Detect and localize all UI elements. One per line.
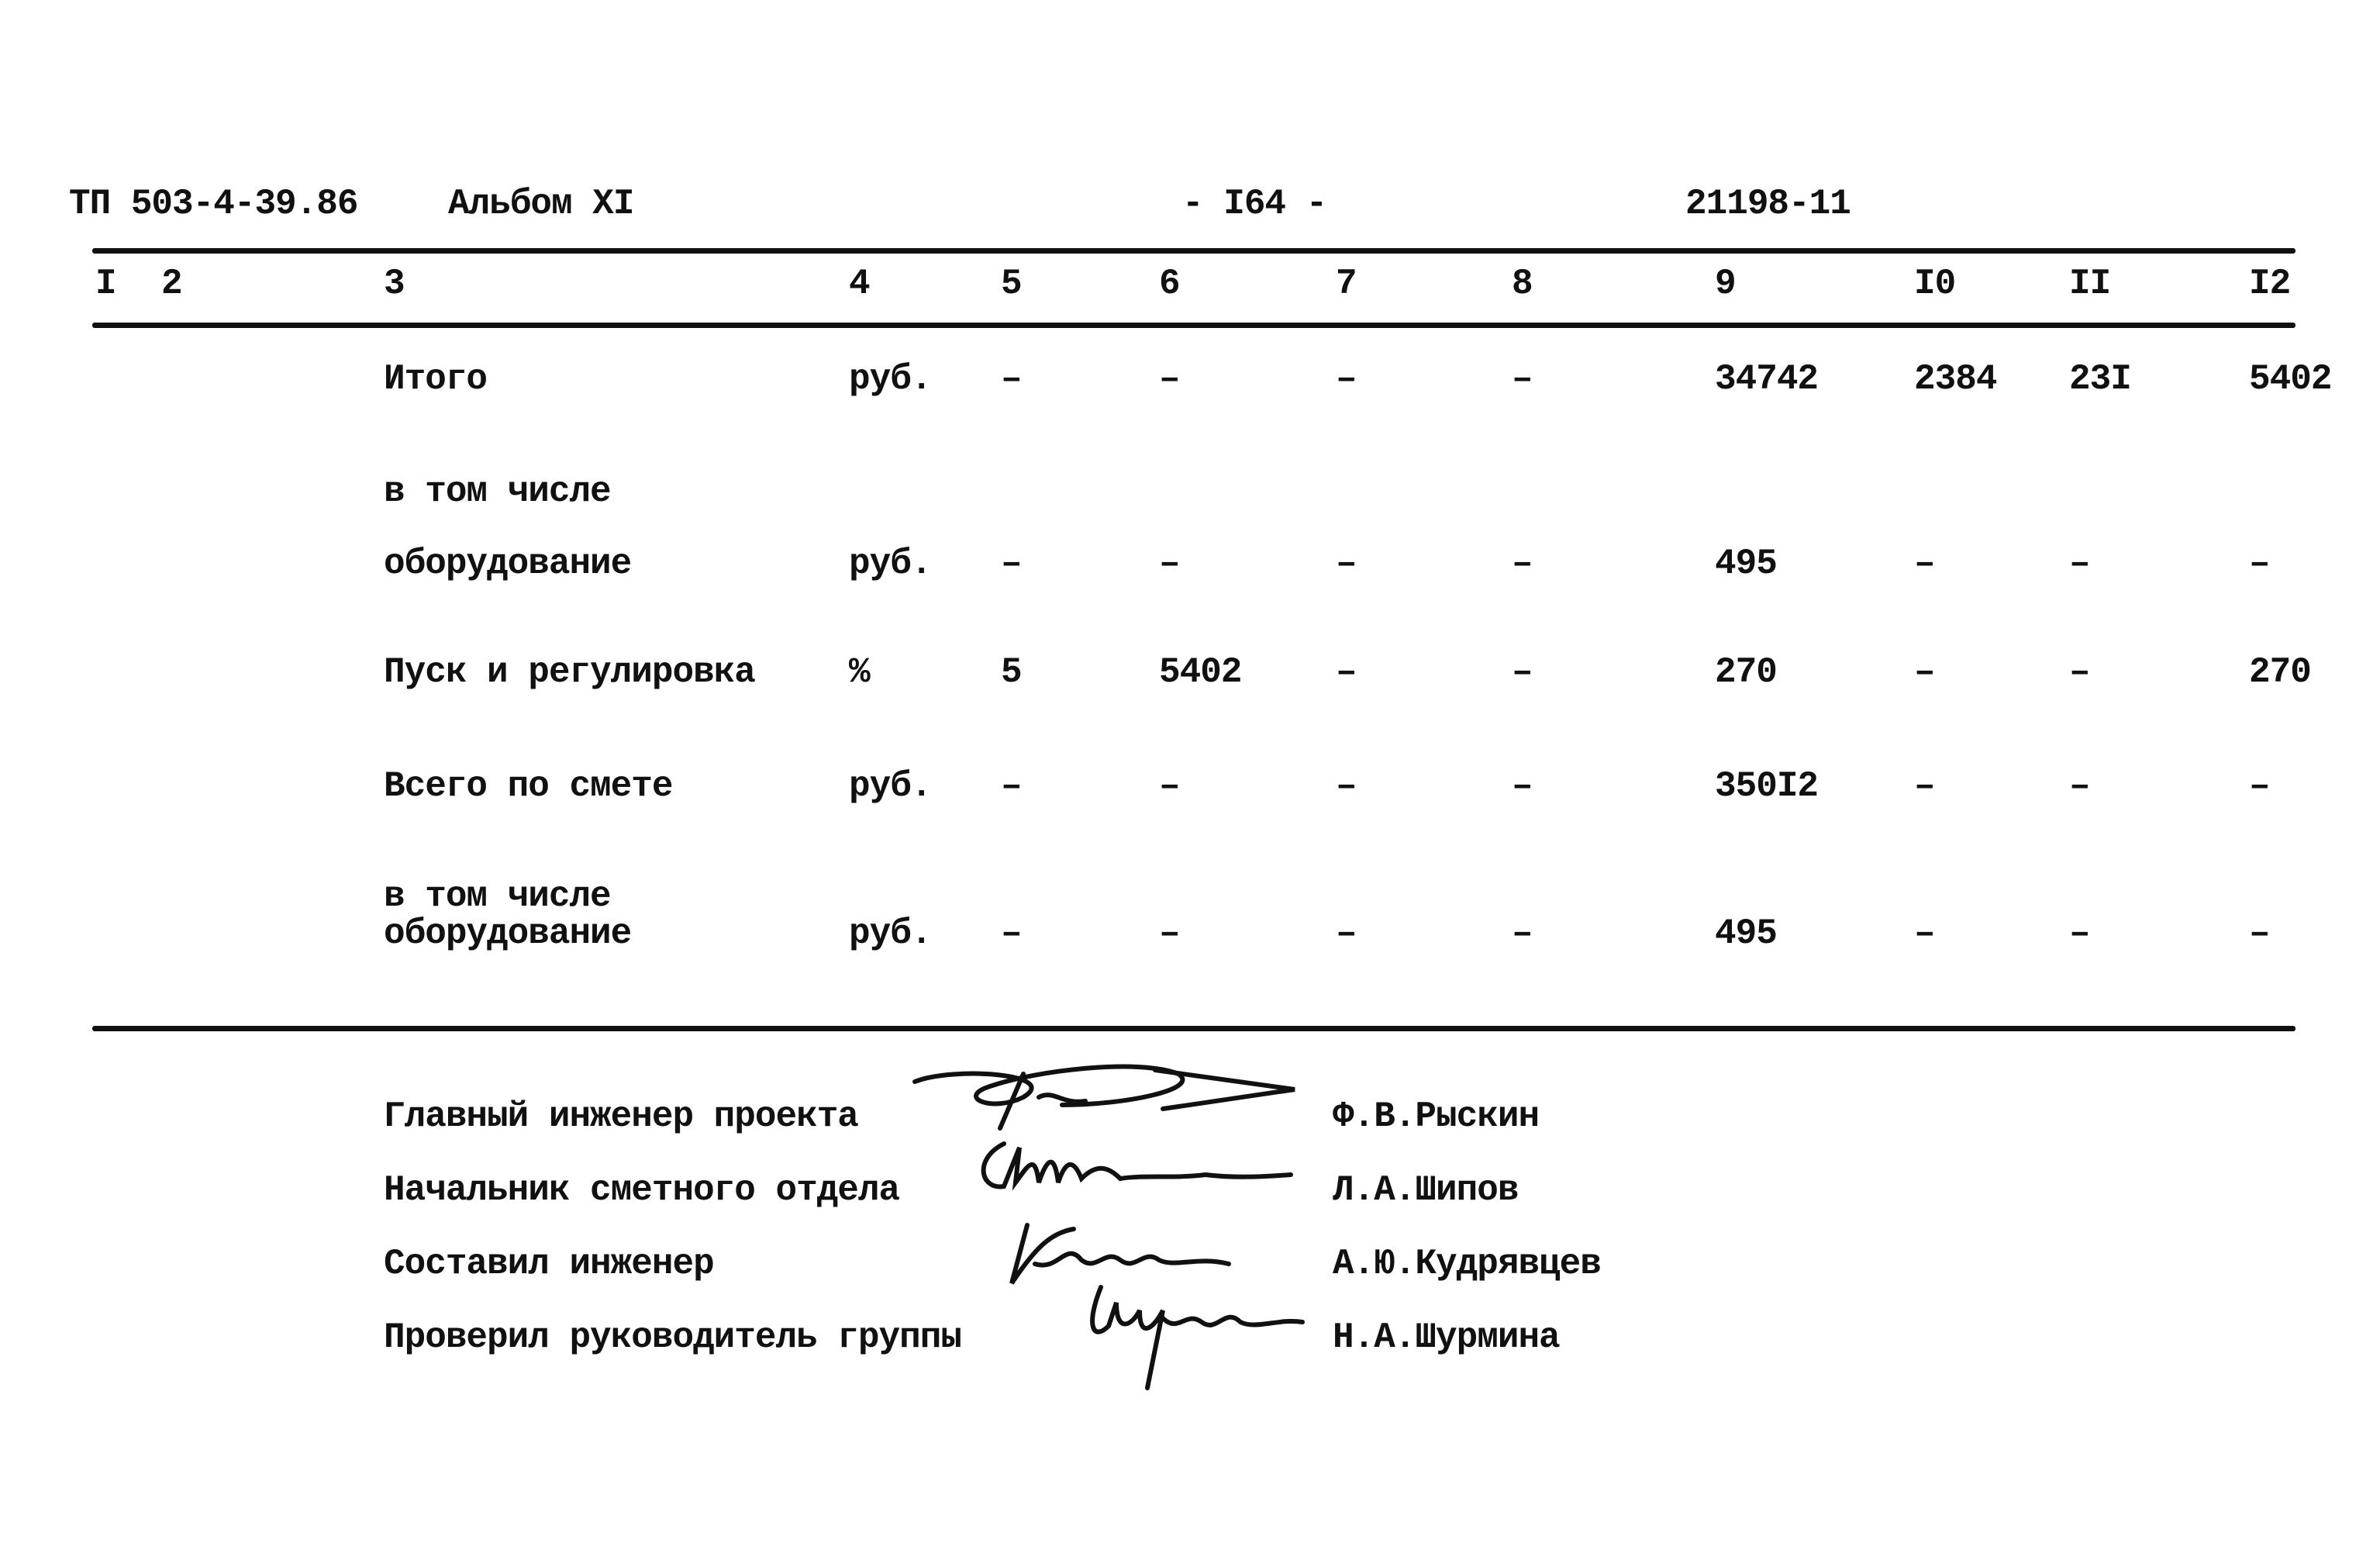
table-cell: – — [2249, 913, 2270, 954]
table-cell: – — [1336, 652, 1357, 692]
row-label: оборудование — [384, 913, 632, 954]
signature-role: Начальник сметного отдела — [384, 1170, 900, 1210]
table-cell: 495 — [1715, 544, 1777, 584]
row-label: Всего по смете — [384, 766, 673, 806]
column-header: 4 — [849, 264, 870, 304]
table-cell: 5 — [1001, 652, 1022, 692]
table-cell: – — [1336, 766, 1357, 806]
table-cell: – — [2069, 913, 2090, 954]
unit-cell: руб. — [849, 766, 932, 806]
column-header: 5 — [1001, 264, 1022, 304]
column-header: 9 — [1715, 264, 1736, 304]
table-cell: 495 — [1715, 913, 1777, 954]
table-cell: 23I — [2069, 359, 2131, 399]
document-code: ТП 503-4-39.86 — [69, 184, 358, 224]
signature-role: Проверил руководитель группы — [384, 1317, 961, 1358]
table-cell: – — [1001, 913, 1022, 954]
column-header: 6 — [1159, 264, 1180, 304]
column-header: 3 — [384, 264, 405, 304]
table-cell: – — [1159, 766, 1180, 806]
signature-role: Главный инженер проекта — [384, 1096, 858, 1137]
column-header: 2 — [161, 264, 182, 304]
album-label: Альбом XI — [448, 184, 634, 224]
table-cell: 5402 — [1159, 652, 1242, 692]
table-cell: 5402 — [2249, 359, 2332, 399]
column-header: II — [2069, 264, 2111, 304]
table-cell: – — [1159, 544, 1180, 584]
table-cell: 34742 — [1715, 359, 1819, 399]
signature-name: Ф.В.Рыскин — [1333, 1096, 1540, 1137]
table-cell: – — [1512, 359, 1533, 399]
page-number: - I64 - — [1182, 184, 1327, 224]
table-cell: – — [1001, 359, 1022, 399]
column-header: I0 — [1914, 264, 1956, 304]
column-header: I — [95, 264, 116, 304]
table-cell: – — [1001, 544, 1022, 584]
table-cell: – — [1336, 544, 1357, 584]
table-cell: – — [1512, 544, 1533, 584]
table-cell: – — [1512, 652, 1533, 692]
table-cell: – — [2069, 766, 2090, 806]
top-rule — [92, 248, 2295, 254]
column-header: 8 — [1512, 264, 1533, 304]
unit-cell: руб. — [849, 544, 932, 584]
table-cell: – — [2249, 544, 2270, 584]
table-cell: – — [1914, 766, 1935, 806]
table-cell: – — [1512, 766, 1533, 806]
row-label: Итого — [384, 359, 488, 399]
bottom-rule — [92, 1026, 2295, 1031]
row-label: оборудование — [384, 544, 632, 584]
table-cell: 350I2 — [1715, 766, 1819, 806]
signature-name: Л.А.Шипов — [1333, 1170, 1519, 1210]
table-cell: 270 — [1715, 652, 1777, 692]
handwritten-signature — [973, 1136, 1299, 1206]
table-cell: – — [1914, 544, 1935, 584]
table-cell: – — [1914, 652, 1935, 692]
unit-cell: руб. — [849, 913, 932, 954]
table-cell: – — [1512, 913, 1533, 954]
signature-name: А.Ю.Кудрявцев — [1333, 1244, 1601, 1284]
signature-role: Составил инженер — [384, 1244, 714, 1284]
row-label: в том числе — [384, 876, 611, 917]
header-rule — [92, 323, 2295, 328]
table-cell: – — [1159, 359, 1180, 399]
table-cell: – — [1001, 766, 1022, 806]
handwritten-signature — [907, 1051, 1310, 1144]
row-label: в том числе — [384, 471, 611, 512]
table-cell: – — [1336, 359, 1357, 399]
handwritten-signature — [1078, 1279, 1310, 1396]
column-header: I2 — [2249, 264, 2291, 304]
table-cell: – — [1914, 913, 1935, 954]
table-cell: – — [2069, 544, 2090, 584]
table-cell: 270 — [2249, 652, 2311, 692]
table-cell: – — [2249, 766, 2270, 806]
row-label: Пуск и регулировка — [384, 652, 755, 692]
table-cell: – — [2069, 652, 2090, 692]
inventory-number: 21198-11 — [1685, 184, 1851, 224]
table-cell: – — [1159, 913, 1180, 954]
signature-name: Н.А.Шурмина — [1333, 1317, 1560, 1358]
column-header: 7 — [1336, 264, 1357, 304]
table-cell: 2384 — [1914, 359, 1997, 399]
unit-cell: руб. — [849, 359, 932, 399]
unit-cell: % — [849, 652, 870, 692]
table-cell: – — [1336, 913, 1357, 954]
